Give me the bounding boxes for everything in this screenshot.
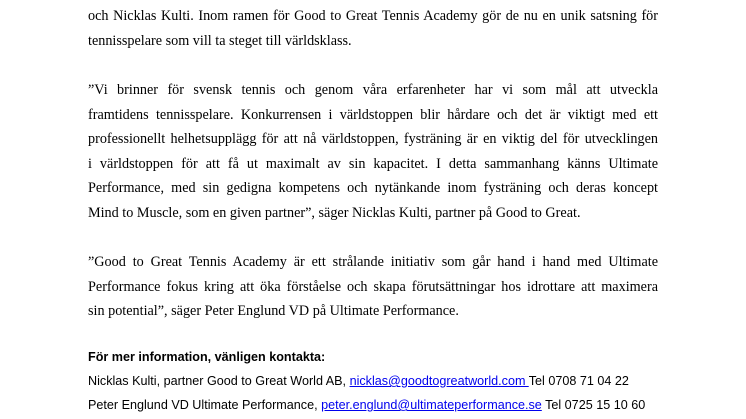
paragraph-line: Mind to Muscle, som en given partner”, säger Nicklas Kulti, partner på Good to Great.	[88, 204, 581, 221]
contact-phone: Tel 0708 71 04 22	[528, 374, 629, 388]
email-link-peter[interactable]: peter.englund@ultimateperformance.se	[321, 398, 542, 412]
paragraph-line: professionellt helhetsupplägg för att nå världstoppen, fysträning är en viktig del för utvecklingen	[88, 131, 658, 148]
contact-name: Nicklas Kulti, partner Good to Great World AB,	[88, 374, 350, 388]
contact-row-peter-englund	[88, 393, 688, 417]
paragraph-line: i världstoppen för att få ut maximalt av sin kapacitet. I detta sammanhang känns Ultimate	[88, 155, 658, 172]
paragraph-line: och Nicklas Kulti. Inom ramen för Good to Great Tennis Academy gör de nu en unik satsning för	[88, 8, 658, 24]
contact-name: Peter Englund VD Ultimate Performance,	[88, 398, 322, 412]
paragraph-line: ”Good to Great Tennis Academy är ett strålande initiativ som går hand i hand med Ultimate	[88, 254, 658, 270]
contact-heading: För mer information, vänligen kontakta:	[88, 350, 326, 364]
paragraph-line: tennisspelare som vill ta steget till världsklass.	[88, 32, 352, 49]
paragraph-line: Performance, med sin gedigna kompetens och nytänkande inom fysträning och deras koncept	[88, 180, 658, 197]
email-link-nicklas[interactable]: nicklas@goodtogreatworld.com	[349, 374, 529, 388]
contact-row-nicklas-kulti	[88, 369, 688, 393]
paragraph-line: Performance fokus kring att öka förståelse och skapa förutsättningar hos idrottare att maximera	[88, 278, 658, 295]
paragraph-line: framtidens tennisspelare. Konkurrensen i världstoppen blir hårdare och det är viktigt med ett	[88, 106, 658, 123]
contact-section	[88, 345, 688, 417]
paragraph-line: ”Vi brinner för svensk tennis och genom våra erfarenheter har vi som mål att utveckla	[88, 82, 658, 98]
paragraph-line: sin potential”, säger Peter Englund VD på Ultimate Performance.	[88, 303, 459, 320]
contact-phone: Tel 0725 15 10 60	[541, 398, 646, 412]
quote-nicklas-kulti-paragraph	[88, 78, 658, 226]
quote-peter-englund-paragraph	[88, 250, 658, 324]
intro-paragraph	[88, 4, 658, 53]
